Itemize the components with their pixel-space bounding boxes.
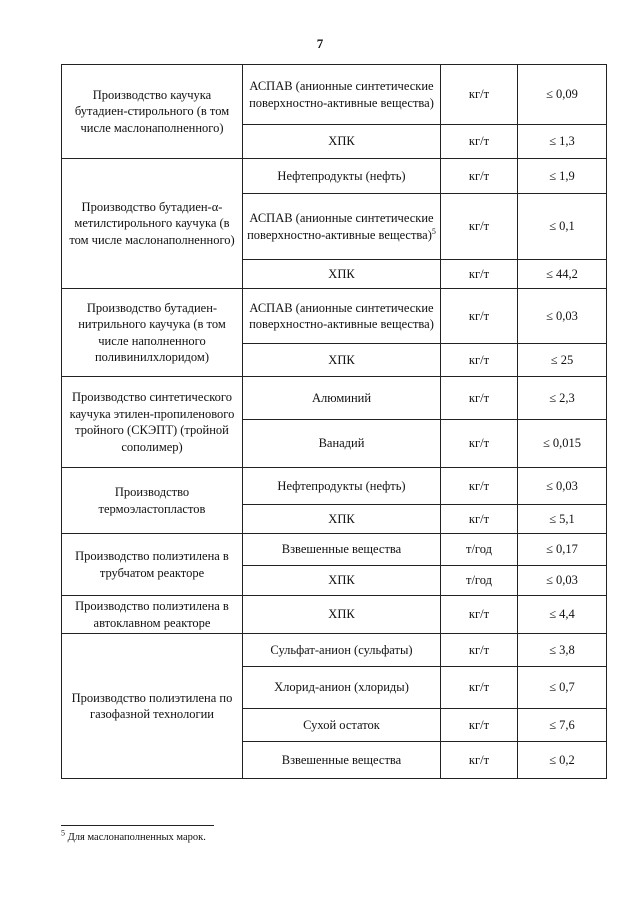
- table-row: [62, 596, 607, 634]
- footnote-marker: 5: [61, 828, 65, 838]
- unit-cell: кг/т: [441, 194, 518, 260]
- substance-name: Алюминий: [311, 390, 372, 405]
- unit-cell: кг/т: [441, 65, 518, 125]
- value-cell: ≤ 25: [518, 344, 607, 377]
- unit-cell: кг/т: [441, 159, 518, 194]
- substance-name: Хлорид-анион (хлориды): [274, 680, 409, 695]
- value-cell: ≤ 0,03: [518, 566, 607, 596]
- substance-name: АСПАВ (анионные синтетические поверхностно-активные вещества): [247, 211, 434, 242]
- value-cell: ≤ 1,9: [518, 159, 607, 194]
- unit-cell: кг/т: [441, 377, 518, 420]
- substance-cell: [243, 505, 441, 534]
- substance-name: АСПАВ (анионные синтетические поверхностно-активные вещества): [249, 79, 434, 110]
- production-cell: Производство бутадиен-α-метилстирольного каучука (в том числе маслонаполненного): [62, 159, 243, 289]
- substance-name: Нефтепродукты (нефть): [277, 168, 406, 183]
- production-cell: Производство синтетического каучука этилен-пропиленового тройного (СКЭПТ) (тройной сополимер): [62, 377, 243, 468]
- footnote: [61, 828, 206, 843]
- substance-name: Взвешенные вещества: [281, 542, 402, 557]
- production-cell: Производство каучука бутадиен-стирольного (в том числе маслонаполненного): [62, 65, 243, 159]
- substance-name: ХПК: [328, 134, 355, 149]
- table-row: [62, 377, 607, 420]
- value-cell: ≤ 4,4: [518, 596, 607, 634]
- value-cell: ≤ 0,03: [518, 468, 607, 505]
- page-number: 7: [316, 36, 324, 51]
- substance-name: ХПК: [328, 573, 355, 588]
- unit-cell: кг/т: [441, 596, 518, 634]
- substance-cell: [243, 634, 441, 667]
- value-cell: ≤ 0,09: [518, 65, 607, 125]
- value-cell: ≤ 7,6: [518, 709, 607, 742]
- value-cell: ≤ 0,7: [518, 667, 607, 709]
- value-cell: ≤ 2,3: [518, 377, 607, 420]
- unit-cell: кг/т: [441, 709, 518, 742]
- table-row: [62, 468, 607, 505]
- substance-name: Взвешенные вещества: [281, 752, 402, 767]
- unit-cell: кг/т: [441, 468, 518, 505]
- unit-cell: кг/т: [441, 125, 518, 159]
- substance-cell: [243, 260, 441, 289]
- substance-cell: [243, 709, 441, 742]
- table-row: [62, 534, 607, 566]
- substance-cell: [243, 566, 441, 596]
- substance-name: Ванадий: [318, 436, 365, 451]
- unit-cell: кг/т: [441, 505, 518, 534]
- substance-cell: [243, 159, 441, 194]
- unit-cell: кг/т: [441, 634, 518, 667]
- substance-cell: [243, 65, 441, 125]
- value-cell: ≤ 3,8: [518, 634, 607, 667]
- production-cell: Производство бутадиен-нитрильного каучука (в том числе наполненного поливинилхлоридом): [62, 289, 243, 377]
- value-cell: ≤ 0,1: [518, 194, 607, 260]
- production-cell: Производство термоэластопластов: [62, 468, 243, 534]
- substance-cell: [243, 377, 441, 420]
- unit-cell: кг/т: [441, 260, 518, 289]
- unit-cell: кг/т: [441, 289, 518, 344]
- table-body: [62, 65, 607, 779]
- footnote-ref: 5: [431, 226, 436, 236]
- substance-name: Нефтепродукты (нефть): [277, 478, 406, 493]
- value-cell: ≤ 44,2: [518, 260, 607, 289]
- substance-cell: [243, 742, 441, 779]
- substance-name: АСПАВ (анионные синтетические поверхностно-активные вещества): [249, 300, 434, 331]
- substance-cell: [243, 194, 441, 260]
- emission-standards-table: [61, 64, 607, 779]
- substance-cell: [243, 534, 441, 566]
- substance-cell: [243, 289, 441, 344]
- unit-cell: кг/т: [441, 420, 518, 468]
- substance-cell: [243, 468, 441, 505]
- value-cell: ≤ 0,2: [518, 742, 607, 779]
- unit-cell: т/год: [441, 566, 518, 596]
- production-cell: Производство полиэтилена в автоклавном реакторе: [62, 596, 243, 634]
- table-row: [62, 289, 607, 344]
- value-cell: ≤ 5,1: [518, 505, 607, 534]
- substance-name: Сульфат-анион (сульфаты): [270, 642, 413, 657]
- production-cell: Производство полиэтилена в трубчатом реакторе: [62, 534, 243, 596]
- substance-cell: [243, 420, 441, 468]
- table-row: [62, 634, 607, 667]
- footnote-divider: [61, 825, 214, 826]
- unit-cell: т/год: [441, 534, 518, 566]
- value-cell: ≤ 0,015: [518, 420, 607, 468]
- table-row: [62, 159, 607, 194]
- unit-cell: кг/т: [441, 667, 518, 709]
- substance-cell: [243, 596, 441, 634]
- footnote-text: Для маслонаполненных марок.: [65, 832, 206, 843]
- substance-cell: [243, 667, 441, 709]
- substance-name: Сухой остаток: [303, 717, 380, 732]
- substance-name: ХПК: [328, 607, 355, 622]
- production-cell: Производство полиэтилена по газофазной технологии: [62, 634, 243, 779]
- value-cell: ≤ 1,3: [518, 125, 607, 159]
- table-row: [62, 65, 607, 125]
- substance-cell: [243, 344, 441, 377]
- substance-name: ХПК: [328, 511, 355, 526]
- substance-name: ХПК: [328, 266, 355, 281]
- unit-cell: кг/т: [441, 344, 518, 377]
- value-cell: ≤ 0,17: [518, 534, 607, 566]
- value-cell: ≤ 0,03: [518, 289, 607, 344]
- substance-cell: [243, 125, 441, 159]
- substance-name: ХПК: [328, 352, 355, 367]
- unit-cell: кг/т: [441, 742, 518, 779]
